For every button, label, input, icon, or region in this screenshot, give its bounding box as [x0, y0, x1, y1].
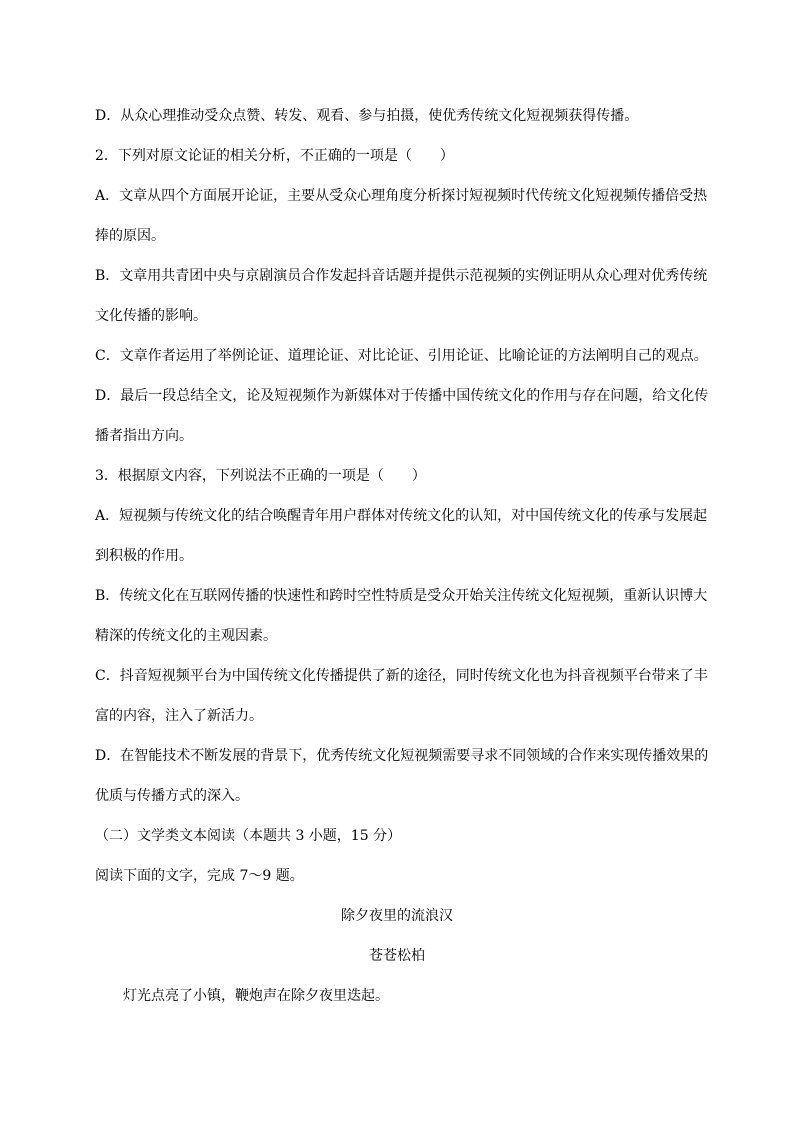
- q2-option-b-cont: 文化传播的影响。: [95, 308, 207, 324]
- q3-option-a: A．短视频与传统文化的结合唤醒青年用户群体对传统文化的认知，对中国传统文化的传承与发展起: [95, 508, 708, 524]
- question-3: 3．根据原文内容，下列说法不正确的一项是（ ）: [95, 468, 426, 484]
- reading-instruction: 阅读下面的文字，完成 7～9 题。: [95, 868, 304, 884]
- q2-option-d: D．最后一段总结全文，论及短视频作为新媒体对于传播中国传统文化的作用与存在问题，给文化传: [95, 388, 709, 404]
- q2-option-b: B．文章用共青团中央与京剧演员合作发起抖音话题并提供示范视频的实例证明从众心理对优秀传统: [95, 268, 708, 284]
- story-title: 除夕夜里的流浪汉: [341, 908, 453, 924]
- q3-option-a-cont: 到积极的作用。: [95, 548, 193, 564]
- q3-option-d-cont: 优质与传播方式的深入。: [95, 788, 249, 804]
- q3-option-b-cont: 精深的传统文化的主观因素。: [95, 628, 277, 644]
- story-first-paragraph: 灯光点亮了小镇，鞭炮声在除夕夜里迭起。: [123, 988, 389, 1004]
- q2-option-c: C．文章作者运用了举例论证、道理论证、对比论证、引用论证、比喻论证的方法阐明自己的观点。: [95, 348, 708, 364]
- q3-option-c: C．抖音短视频平台为中国传统文化传播提供了新的途径，同时传统文化也为抖音视频平台带来了丰: [95, 668, 708, 684]
- q3-option-b: B．传统文化在互联网传播的快速性和跨时空性特质是受众开始关注传统文化短视频，重新认识博大: [95, 588, 708, 604]
- q3-option-d: D．在智能技术不断发展的背景下，优秀传统文化短视频需要寻求不同领域的合作来实现传播效果的: [95, 748, 709, 764]
- q2-option-a: A．文章从四个方面展开论证，主要从受众心理角度分析探讨短视频时代传统文化短视频传播倍受热: [95, 188, 708, 204]
- q3-option-c-cont: 富的内容，注入了新活力。: [95, 708, 263, 724]
- option-d-q1: D．从众心理推动受众点赞、转发、观看、参与拍摄，使优秀传统文化短视频获得传播。: [95, 108, 639, 124]
- section-heading: （二）文学类文本阅读（本题共 3 小题，15 分）: [95, 828, 402, 844]
- question-2: 2．下列对原文论证的相关分析，不正确的一项是（ ）: [95, 148, 454, 164]
- q2-option-a-cont: 捧的原因。: [95, 228, 165, 244]
- q2-option-d-cont: 播者指出方向。: [95, 428, 193, 444]
- story-author: 苍苍松柏: [369, 948, 425, 964]
